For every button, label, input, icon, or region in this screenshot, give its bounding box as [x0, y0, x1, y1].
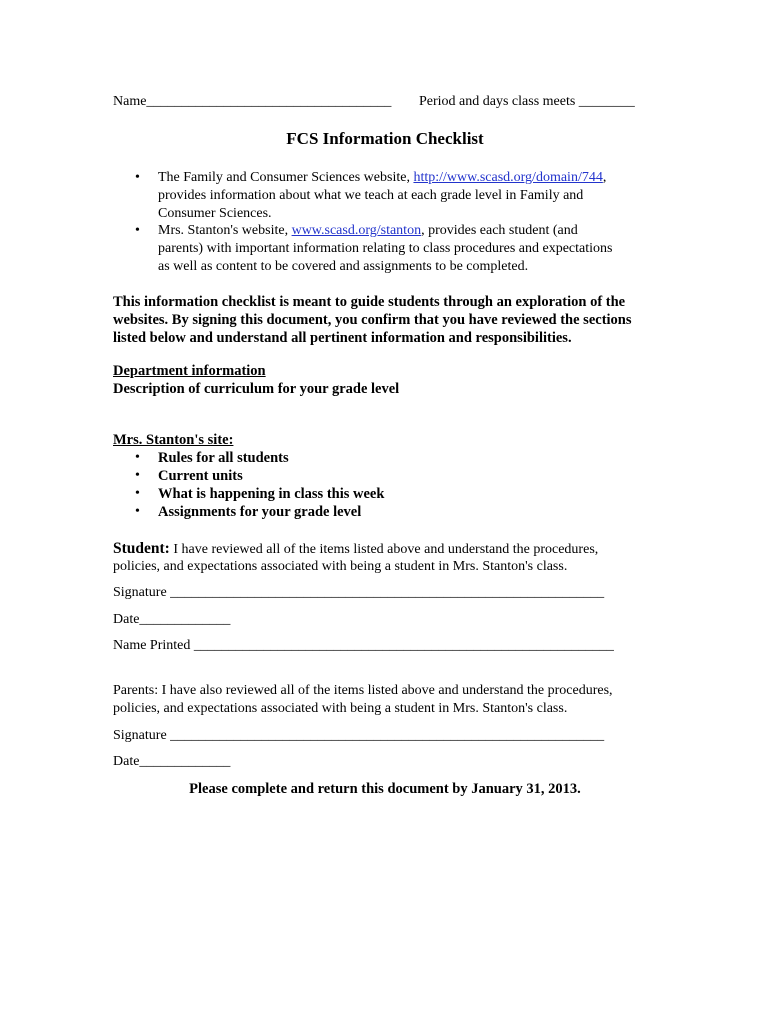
student-name-printed-field[interactable]: Name Printed ____________________________________________________________: [113, 638, 614, 653]
student-statement-line2: policies, and expectations associated with being a student in Mrs. Stanton's class.: [113, 559, 568, 574]
stanton-website-link[interactable]: www.scasd.org/stanton: [291, 223, 422, 238]
fcs-website-link[interactable]: http://www.scasd.org/domain/744: [413, 170, 603, 185]
bullet-icon: •: [135, 223, 140, 238]
department-heading: Department information: [113, 363, 266, 379]
intro-bullet-1-line2: provides information about what we teach at each grade level in Family and: [158, 188, 584, 203]
intro-bullet-1-text: The Family and Consumer Sciences website,: [158, 170, 414, 185]
name-field-line: Name___________________________________: [113, 94, 392, 109]
bullet-icon: •: [135, 450, 140, 465]
intro-bullet-1-punct: ,: [602, 170, 607, 185]
site-item-assignments: Assignments for your grade level: [158, 504, 362, 520]
site-item-this-week: What is happening in class this week: [158, 486, 385, 502]
purpose-line-1: This information checklist is meant to guide students through an exploration of the: [113, 294, 626, 310]
bullet-icon: •: [135, 486, 140, 501]
intro-bullet-1-line1: [158, 169, 606, 187]
intro-bullet-2-text: Mrs. Stanton's website,: [158, 223, 292, 238]
parents-statement-line2: policies, and expectations associated with being a student in Mrs. Stanton's class.: [113, 701, 568, 716]
intro-bullet-2-line2: parents) with important information relating to class procedures and expectations: [158, 241, 613, 256]
site-item-units: Current units: [158, 468, 243, 484]
stanton-site-heading: Mrs. Stanton's site:: [113, 432, 234, 448]
purpose-line-3: listed below and understand all pertinent information and responsibilities.: [113, 330, 572, 346]
student-statement-line1: [113, 540, 598, 559]
period-field-line: Period and days class meets ________: [419, 94, 635, 109]
intro-bullet-2-line3: as well as content to be covered and assignments to be completed.: [158, 259, 529, 274]
student-signature-field[interactable]: Signature ______________________________________________________________: [113, 585, 605, 600]
student-date-field[interactable]: Date_____________: [113, 612, 231, 627]
site-item-rules: Rules for all students: [158, 450, 289, 466]
parents-signature-field[interactable]: Signature ______________________________________________________________: [113, 728, 605, 743]
student-statement-text: I have reviewed all of the items listed above and understand the procedures,: [169, 542, 599, 557]
parents-date-field[interactable]: Date_____________: [113, 754, 231, 769]
intro-bullet-2-line1: [158, 222, 578, 240]
bullet-icon: •: [135, 170, 140, 185]
parents-statement-line1: Parents: I have also reviewed all of the items listed above and understand the procedures,: [113, 683, 613, 698]
student-label: Student:: [113, 540, 170, 557]
bullet-icon: •: [135, 504, 140, 519]
department-item: Description of curriculum for your grade level: [113, 381, 400, 397]
intro-bullet-1-line3: Consumer Sciences.: [158, 206, 272, 221]
purpose-line-2: websites. By signing this document, you confirm that you have reviewed the sections: [113, 312, 632, 328]
page-title: FCS Information Checklist: [286, 129, 484, 148]
bullet-icon: •: [135, 468, 140, 483]
intro-bullet-2-rest: , provides each student (and: [421, 223, 578, 238]
return-deadline-note: Please complete and return this document by January 31, 2013.: [189, 781, 581, 797]
